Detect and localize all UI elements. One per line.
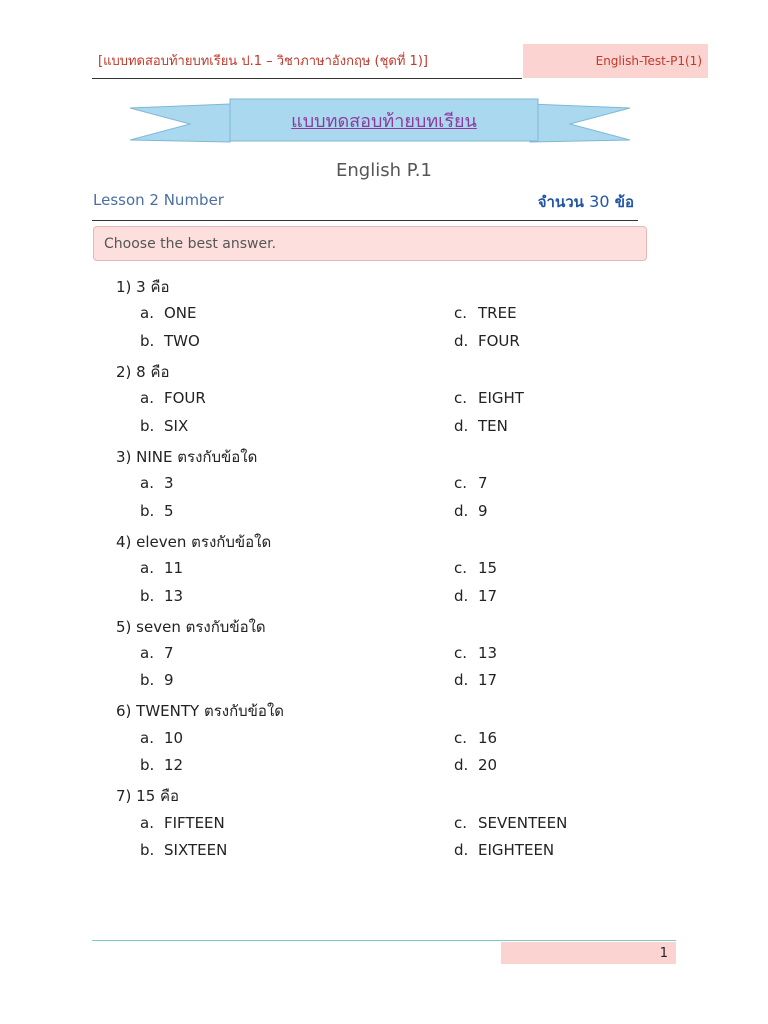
count-suffix: ข้อ (614, 193, 634, 211)
instruction-text: Choose the best answer. (104, 235, 277, 252)
option-3b[interactable] (140, 502, 174, 520)
option-letter: c. (454, 729, 468, 747)
option-letter: c. (454, 559, 468, 577)
option-letter: a. (140, 644, 154, 662)
option-letter: c. (454, 814, 468, 832)
option-6a[interactable] (140, 729, 183, 747)
option-text: EIGHT (478, 389, 524, 407)
option-text: SIX (164, 417, 189, 435)
header-doc-code (523, 44, 708, 78)
option-text: SIXTEEN (164, 841, 228, 859)
option-4c[interactable] (454, 559, 497, 577)
question-2: 2) 8 คือ (116, 363, 170, 381)
option-letter: d. (454, 756, 469, 774)
page-number: 1 (659, 945, 668, 961)
count-value: 30 (589, 192, 610, 211)
banner-title: แบบทดสอบท้ายบทเรียน (291, 110, 477, 132)
option-text: 11 (164, 559, 184, 577)
option-letter: c. (454, 644, 468, 662)
option-letter: b. (140, 332, 155, 350)
question-7: 7) 15 คือ (116, 787, 180, 805)
option-letter: a. (140, 814, 154, 832)
option-letter: d. (454, 502, 469, 520)
option-2b[interactable] (140, 417, 188, 435)
option-letter: c. (454, 389, 468, 407)
option-text: 13 (478, 644, 498, 662)
option-letter: a. (140, 559, 154, 577)
option-text: 3 (164, 474, 174, 492)
page-number-box (501, 942, 676, 964)
option-text: 10 (164, 729, 184, 747)
option-text: 12 (164, 756, 184, 774)
option-letter: a. (140, 474, 154, 492)
option-text: 5 (164, 502, 174, 520)
option-7d[interactable] (454, 841, 554, 859)
footer-divider (92, 940, 676, 941)
option-6b[interactable] (140, 756, 183, 774)
option-4b[interactable] (140, 587, 183, 605)
option-letter: d. (454, 587, 469, 605)
option-letter: b. (140, 671, 155, 689)
option-letter: a. (140, 729, 154, 747)
question-4: 4) eleven ตรงกับข้อใด (116, 533, 272, 551)
option-1c[interactable] (454, 304, 517, 322)
option-text: 7 (478, 474, 488, 492)
option-text: 9 (478, 502, 488, 520)
option-text: FOUR (478, 332, 520, 350)
option-7c[interactable] (454, 814, 567, 832)
option-text: 15 (478, 559, 498, 577)
option-letter: d. (454, 671, 469, 689)
option-3c[interactable] (454, 474, 488, 492)
question-3: 3) NINE ตรงกับข้อใด (116, 448, 258, 466)
option-letter: b. (140, 587, 155, 605)
option-letter: b. (140, 756, 155, 774)
option-letter: c. (454, 474, 468, 492)
option-letter: a. (140, 304, 154, 322)
option-text: FIFTEEN (164, 814, 225, 832)
option-text: EIGHTEEN (478, 841, 555, 859)
question-count (538, 190, 634, 214)
option-2c[interactable] (454, 389, 524, 407)
option-letter: d. (454, 332, 469, 350)
option-text: 17 (478, 587, 498, 605)
instruction-box (93, 226, 647, 261)
option-text: FOUR (164, 389, 206, 407)
question-1: 1) 3 คือ (116, 278, 170, 296)
option-letter: d. (454, 417, 469, 435)
option-6c[interactable] (454, 729, 497, 747)
option-letter: d. (454, 841, 469, 859)
header-doc-code-text: English-Test-P1(1) (595, 54, 702, 68)
option-4d[interactable] (454, 587, 497, 605)
option-2d[interactable] (454, 417, 508, 435)
header-divider (92, 78, 522, 79)
option-text: TEN (478, 417, 508, 435)
option-letter: b. (140, 841, 155, 859)
option-letter: b. (140, 417, 155, 435)
option-1b[interactable] (140, 332, 200, 350)
option-7b[interactable] (140, 841, 227, 859)
option-6d[interactable] (454, 756, 497, 774)
option-text: 9 (164, 671, 174, 689)
option-text: 16 (478, 729, 498, 747)
header-title: [แบบทดสอบท้ายบทเรียน ป.1 – วิชาภาษาอังกฤษ (ชุดที่ 1)] (98, 54, 428, 69)
option-text: TWO (164, 332, 200, 350)
option-letter: a. (140, 389, 154, 407)
lesson-label: Lesson 2 Number (93, 191, 224, 209)
option-2a[interactable] (140, 389, 206, 407)
option-5d[interactable] (454, 671, 497, 689)
count-prefix: จำนวน (537, 193, 584, 211)
option-text: ONE (164, 304, 197, 322)
option-1d[interactable] (454, 332, 520, 350)
option-text: SEVENTEEN (478, 814, 568, 832)
option-3d[interactable] (454, 502, 488, 520)
option-text: TREE (478, 304, 517, 322)
option-text: 7 (164, 644, 174, 662)
question-5: 5) seven ตรงกับข้อใด (116, 618, 266, 636)
option-5a[interactable] (140, 644, 174, 662)
question-6: 6) TWENTY ตรงกับข้อใด (116, 702, 285, 720)
option-letter: c. (454, 304, 468, 322)
option-3a[interactable] (140, 474, 174, 492)
option-7a[interactable] (140, 814, 225, 832)
option-text: 17 (478, 671, 498, 689)
option-text: 13 (164, 587, 184, 605)
option-5b[interactable] (140, 671, 174, 689)
option-text: 20 (478, 756, 498, 774)
option-1a[interactable] (140, 304, 197, 322)
option-letter: b. (140, 502, 155, 520)
page-subtitle: English P.1 (336, 160, 432, 181)
option-4a[interactable] (140, 559, 183, 577)
option-5c[interactable] (454, 644, 497, 662)
lesson-divider (92, 220, 638, 221)
